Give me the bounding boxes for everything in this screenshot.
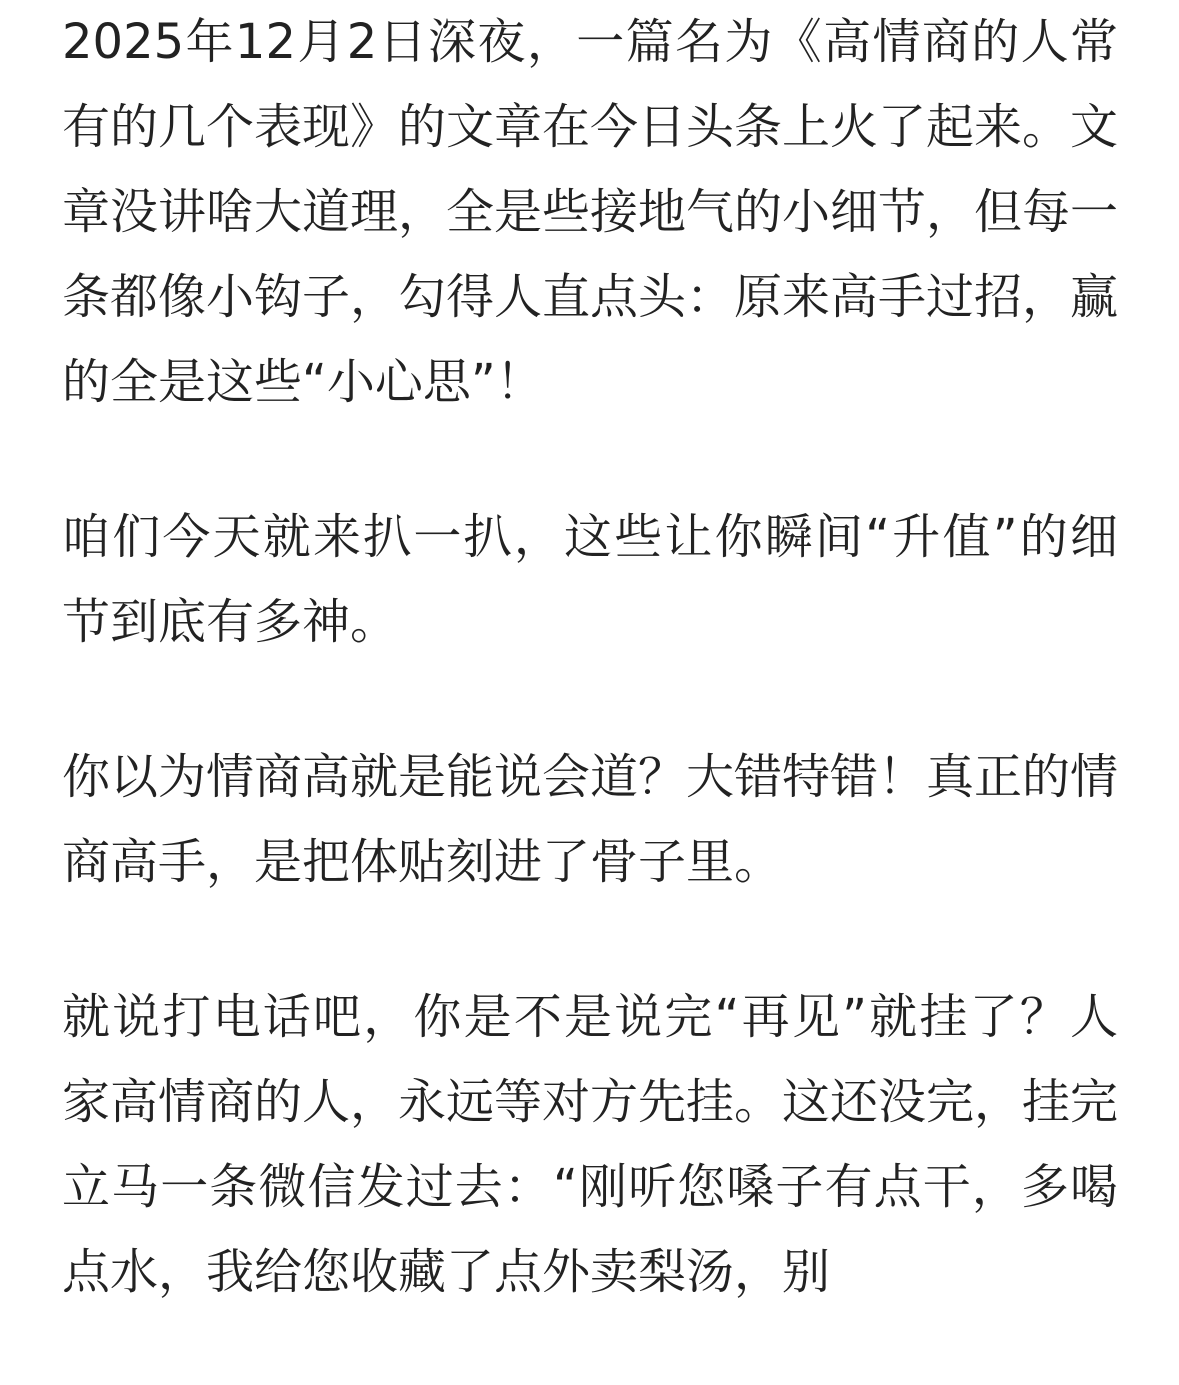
- paragraph-phone-call: 就说打电话吧，你是不是说完“再见”就挂了？人家高情商的人，永远等对方先挂。这还没完，挂完立马一条微信发过去：“刚听您嗓子有点干，多喝点水，我给您收藏了点外卖梨汤，别: [62, 989, 1119, 1300]
- paragraph-preview: 咱们今天就来扒一扒，这些让你瞬间“升值”的细节到底有多神。: [62, 509, 1118, 650]
- paragraph-eq-thesis: 你以为情商高就是能说会道？大错特错！真正的情商高手，是把体贴刻进了骨子里。: [62, 749, 1119, 890]
- paragraph-intro: 2025年12月2日深夜，一篇名为《高情商的人常有的几个表现》的文章在今日头条上火了起来。文章没讲啥大道理，全是些接地气的小细节，但每一条都像小钩子，勾得人直点头：原来高手过招，赢的全是这些“小心思”！: [62, 14, 1119, 410]
- article-body: [62, 0, 1118, 1385]
